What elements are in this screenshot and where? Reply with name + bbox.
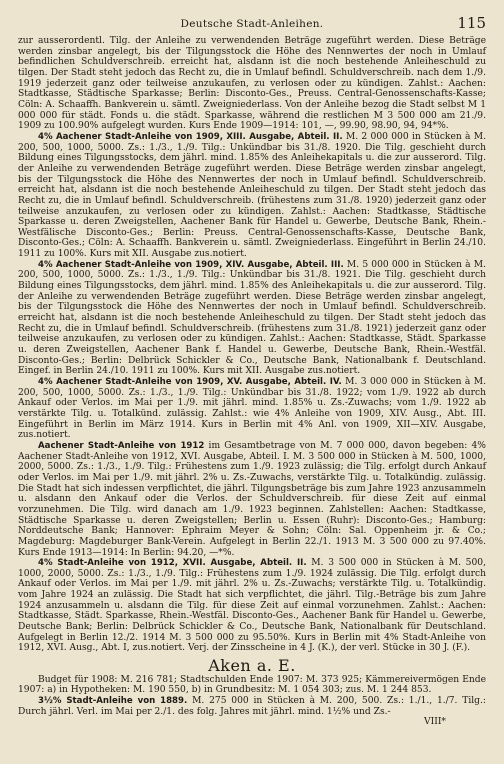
loan-text: M. 5 000 000 in Stücken à M. 200, 500, 1000, 5000. Zs.: 1./3., 1./9. Tilg.: Unkündbar bis 31./8. 1921. Die Tilg. geschieht durch Bildung eines Tilgungsstocks, dem jährl. mind. 1.85% des Anleihekapitals u. die zur ausserord. Tilg. der Anleihe zu verwendenden Beträge zugeführt werden. Diese Beträge werden zinsbar angelegt, bis der Tilgungsstock die Höhe des Nennwertes der noch in Umlauf befindl. Schuldverschreib. erreicht hat, alsdann ist die noch bestehende Anleiheschuld zu tilgen. Der Stadt steht jedoch das Recht zu, die in Umlauf befindl. Schuldverschreib. (frühestens zum 31./8. 1921) jederzeit ganz oder teilweise anzukaufen, zu verlosen oder zu kündigen. Zahlst.: Aachen: Stadtkasse, Städt. Sparkasse u. deren Zweigstellen, Aachener Bank f. Handel u. Gewerbe, Deutsche Bank, Rhein.-Westfäl. Disconto-Ges.; Berlin: Delbrück Schickler & Co., Deutsche Bank, Nationalbank f. Deutschland. Eingef. in Berlin 24./10. 1911 zu 100%. Kurs mit XII. Ausgabe zus.notiert. [18,259,487,377]
paragraph-text: zur ausserordentl. Tilg. der Anleihe zu verwendenden Beträge zugeführt werden. Diese Beträge werden zinsbar angelegt, bis der Tilgungsstock die Höhe des Nennwertes der noch in Umlauf befindlichen Schuldverschreib. erreicht hat, alsdann ist die noch bestehende Anleiheschuld zu tilgen. Der Stadt steht jedoch das Recht zu, die in Umlauf befindl. Schuldverschreib. nach dem 1./9. 1919 jederzeit ganz oder teilweise anzukaufen, zu verlosen oder zu kündigen. Zahlst.: Aachen: Stadtkasse, Städtische Sparkasse; Berlin: Disconto-Ges., Preuss. Central-Genossenschafts-Kasse; Cöln: A. Schaaffh. Bankverein u. sämtl. Zweigniederlass. Von der Anleihe bezog die Stadt selbst M 1 000 000 für städt. Fonds u. die städt. Sparkasse, während die restlichen M 3 500 000 am 21./9. 1909 zu 100.90% aufgelegt wurden. Kurs Ende 1909—1914: 101, —, 99.90, 98.90, 94, 94*%. [18,36,486,132]
running-header [18,14,486,36]
running-title: Deutsche Stadt-Anleihen. [180,18,324,30]
loan-text: M. 3 000 000 in Stücken à M. 200, 500, 1000, 5000. Zs.: 1./3., 1./9. Tilg.: Unkündbar bis 31./8. 1922; vom 1./9. 1922 ab durch Ankauf oder Verlos. im Mai per 1./9. mit jährl. mind. 1.85% u. Zs.-Zuwachs; vom 1./9. 1922 ab verstärkte Tilg. u. Totalkünd. zulässig. Zahlst.: wie 4% Anleihe von 1909, XIV. Ausg., Abt. III. Eingeführt in Berlin im März 1914. Kurs in Berlin mit 4% Anl. von 1909, XII—XIV. Ausgabe, zus.notiert. [18,377,486,441]
paragraph-text: Budget für 1908: M. 216 781; Stadtschulden Ende 1907: M. 373 925; Kämmereivermögen Ende 1907: a) in Hypotheken: M. 190 550, b) in Grundbesitz: M. 1 054 303; zus. M. 1 244 853. [18,674,486,696]
loan-heading: 4% Aachener Stadt-Anleihe von 1909, XIV. Ausgabe, Abteil. III. [38,259,344,270]
loan-entry [18,377,486,441]
loan-entry [18,132,486,260]
catchword: VIII* [424,717,446,728]
document-body [18,36,486,728]
loan-entry [18,441,486,558]
paragraph [18,36,486,132]
loan-heading: 3½% Stadt-Anleihe von 1889. [38,696,188,707]
loan-entry [18,558,486,654]
loan-heading: 4% Aachener Stadt-Anleihe von 1909, XV. Ausgabe, Abteil. IV. [38,377,342,387]
loan-entry [18,696,486,717]
loan-heading: 4% Aachener Stadt-Anleihe von 1909, XIII. Ausgabe, Abteil. II. [38,131,343,142]
page-number: 115 [457,14,486,32]
loan-heading: 4% Stadt-Anleihe von 1912, XVII. Ausgabe, Abteil. II. [38,558,307,569]
loan-text: M. 275 000 in Stücken à M. 200, 500. Zs.: 1./1., 1./7. Tilg.: Durch jährl. Verl. im Mai per 2./1. des folg. Jahres mit jährl. mind. 1½% und Zs.- [18,696,486,717]
loan-text: im Gesamtbetrage von M. 7 000 000, davon begeben: 4% Aachener Stadt-Anleihe von 1912, XVI. Ausgabe, Abteil. I. M. 3 500 000 in Stücken à M. 500, 1000, 2000, 5000. Zs.: 1./3., 1./9. Tilg.: Frühestens zum 1./9. 1923 zulässig; die Tilg. erfolgt durch Ankauf oder Verlos. im Mai per 1./9. mit jährl. 2% u. Zs.-Zuwachs, verstärkte Tilg. u. Totalkündig. zulässig. Die Stadt hat sich indessen verpflichtet, die jährl. Tilgungsbeträge bis zum Jahre 1923 anzusammeln u. alsdann den Ankauf oder die Verlos. der Schuldverschreib. für diese Zeit auf einmal vorzunehmen. Die Tilg. wird danach am 1./9. 1923 beginnen. Zahlstellen: Aachen: Stadtkasse, Städtische Sparkasse u. deren Zweigstellen; Berlin u. Essen (Ruhr): Disconto-Ges.; Hamburg: Norddeutsche Bank; Hannover: Ephraim Meyer & Sohn; Cöln: Sal. Oppenheim jr. & Co.; Magdeburg: Magdeburger Bank-Verein. Aufgelegt in Berlin 22./1. 1913 M. 3 500 000 zu 97.40%. Kurs Ende 1913—1914: In Berlin: 94.20, —*%. [18,440,486,558]
budget-paragraph [18,675,486,696]
city-heading: Aken a. E. [208,656,296,676]
loan-heading: Aachener Stadt-Anleihe von 1912 [38,440,205,451]
loan-text: M. 2 000 000 in Stücken à M. 200, 500, 1000, 5000. Zs.: 1./3., 1./9. Tilg.: Unkündbar bis 31./8. 1920. Die Tilg. geschieht durch Bildung eines Tilgungsstocks, dem jährl. mind. 1.85% des Anleihekapitals u. die zur ausserord. Tilg. der Anleihe zu verwendenden Beträge zugeführt werden. Diese Beträge werden zinsbar angelegt, bis der Tilgungsstock die Höhe des Nennwertes der noch in Umlauf befindl. Schuldverschreib. erreicht hat, alsdann ist die noch bestehende Anleiheschuld zu tilgen. Der Stadt steht jedoch das Recht zu, die in Umlauf befindl. Schuldverschreib. (frühestens zum 31./8. 1920) jederzeit ganz oder teilweise anzukaufen, zu verlosen oder zu kündigen. Zahlst.: Aachen: Stadtkasse, Städtische Sparkasse u. deren Zweigstellen, Aachener Bank für Handel u. Gewerbe, Deutsche Bank, Rhein.-Westfälische Disconto-Ges.; Berlin: Preuss. Central-Genossenschafts-Kasse, Deutsche Bank, Disconto-Ges.; Cöln: A. Schaaffh. Bankverein u. sämtl. Zweigniederlass. Eingeführt in Berlin 24./10. 1911 zu 100%. Kurs mit XII. Ausgabe zus.notiert. [18,131,487,260]
loan-entry [18,260,486,377]
loan-text: M. 3 500 000 in Stücken à M. 500, 1000, 2000, 5000. Zs.: 1./3., 1./9. Tilg.: Frühestens zum 1./9. 1924 zulässig. Die Tilg. erfolgt durch Ankauf oder Verlos. im Mai per 1./9. mit jährl. 2% u. Zs.-Zuwachs; verstärkte Tilg. u. Totalkündig. vom Jahre 1924 an zulässig. Die Stadt hat sich verpflichtet, die jährl. Tilg.-Beträge bis zum Jahre 1924 anzusammeln u. alsdann die Tilg. für diese Zeit auf einmal vorzunehmen. Zahlst.: Aachen: Stadtkasse, Städt. Sparkasse, Rhein.-Westfäl. Disconto-Ges., Aachener Bank für Handel u. Gewerbe, Deutsche Bank; Berlin: Delbrück Schickler & Co., Deutsche Bank, Nationalbank für Deutschland. Aufgelegt in Berlin 12./2. 1914 M. 3 500 000 zu 95.50%. Kurs in Berlin mit 4% Stadt-Anleihe von 1912, XVI. Ausg., Abt. I, zus.notiert. Verj. der Zinsscheine in 4 J. (K.), der verl. Stücke in 30 J. (F.). [18,558,486,654]
